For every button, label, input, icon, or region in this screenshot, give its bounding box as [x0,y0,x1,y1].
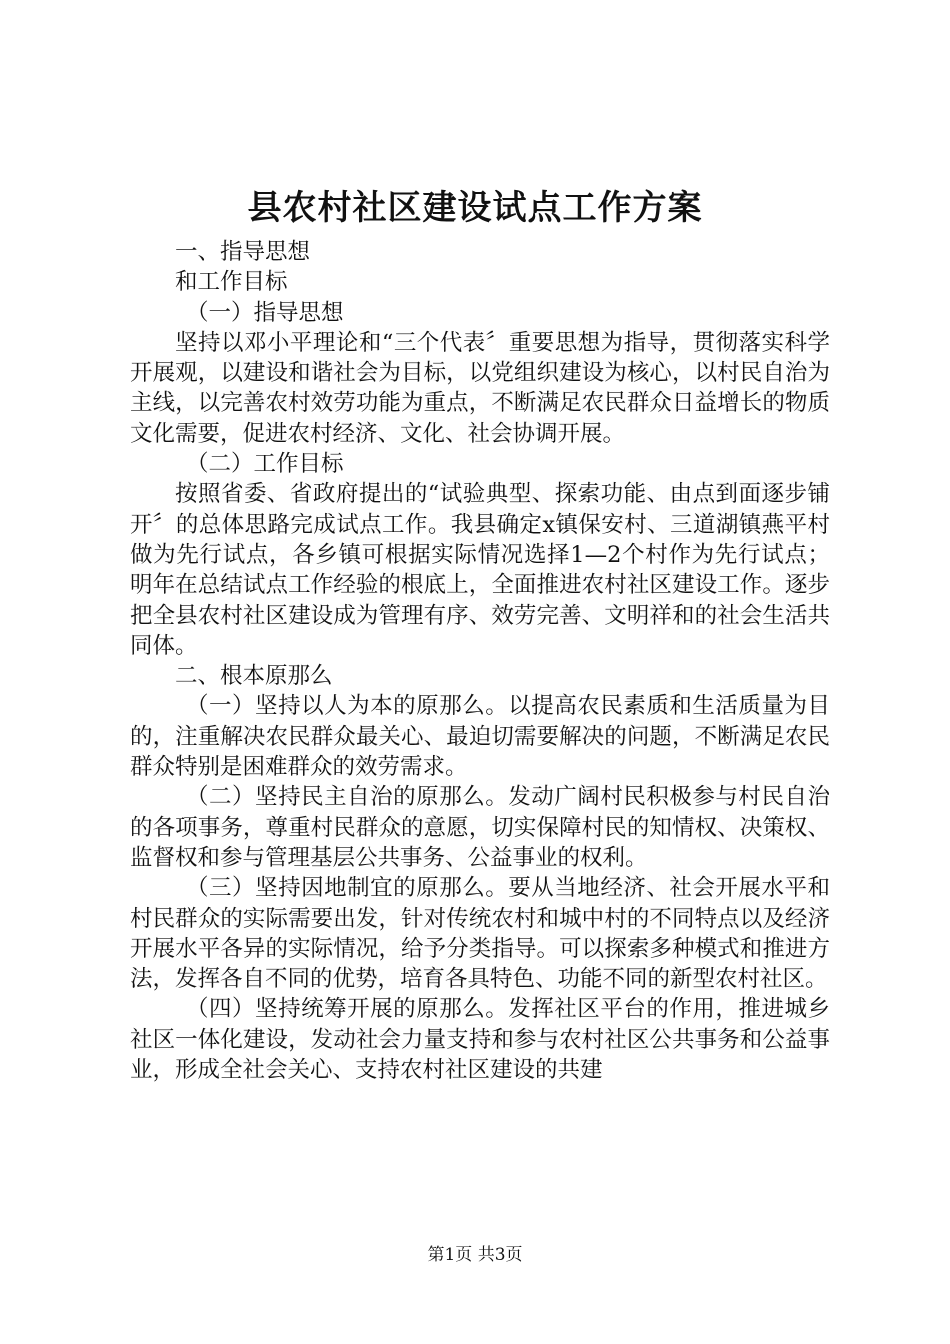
paragraph: （一）坚持以人为本的原那么。以提高农民素质和生活质量为目的，注重解决农民群众最关心、最迫切需要解决的问题，不断满足农民群众特别是困难群众的效劳需求。 [130,693,830,781]
subsection-heading: （一）指导思想 [186,299,344,326]
section-heading: 和工作目标 [175,269,288,296]
document-body [130,237,830,1085]
paragraph: （三）坚持因地制宜的原那么。要从当地经济、社会开展水平和村民群众的实际需要出发，针对传统农村和城中村的不同特点以及经济开展水平各异的实际情况，给予分类指导。可以探索多种模式和推进方法，发挥各自不同的优势，培育各具特色、功能不同的新型农村社区。 [130,875,830,993]
document-title: 县农村社区建设试点工作方案 [247,188,703,228]
section-heading: 一、指导思想 [175,239,311,265]
paragraph: （二）坚持民主自治的原那么。发动广阔村民积极参与村民自治的各项事务，尊重村民群众的意愿，切实保障村民的知情权、决策权、监督权和参与管理基层公共事务、公益事业的权利。 [130,784,830,871]
paragraph: 按照省委、省政府提出的“试验典型、探索功能、由点到面逐步铺开〞的总体思路完成试点工作。我县确定x镇保安村、三道湖镇燕平村做为先行试点，各乡镇可根据实际情况选择1—2个村作为先行试点；明年在总结试点工作经验的根底上，全面推进农村社区建设工作。逐步把全县农村社区建设成为管理有序、效劳完善、文明祥和的社会生活共同体。 [130,481,830,659]
subsection-heading: （二）工作目标 [186,451,344,478]
paragraph: （四）坚持统筹开展的原那么。发挥社区平台的作用，推进城乡社区一体化建设，发动社会力量支持和参与农村社区公共事务和公益事业，形成全社会关心、支持农村社区建设的共建 [130,996,830,1084]
section-heading: 二、根本原那么 [175,663,333,690]
paragraph: 坚持以邓小平理论和“三个代表〞重要思想为指导，贯彻落实科学开展观，以建设和谐社会为目标，以党组织建设为核心，以村民自治为主线，以完善农村效劳功能为重点，不断满足农民群众日益增长的物质文化需要，促进农村经济、文化、社会协调开展。 [130,329,830,447]
page-number-footer: 第1页 共3页 [427,1245,523,1265]
